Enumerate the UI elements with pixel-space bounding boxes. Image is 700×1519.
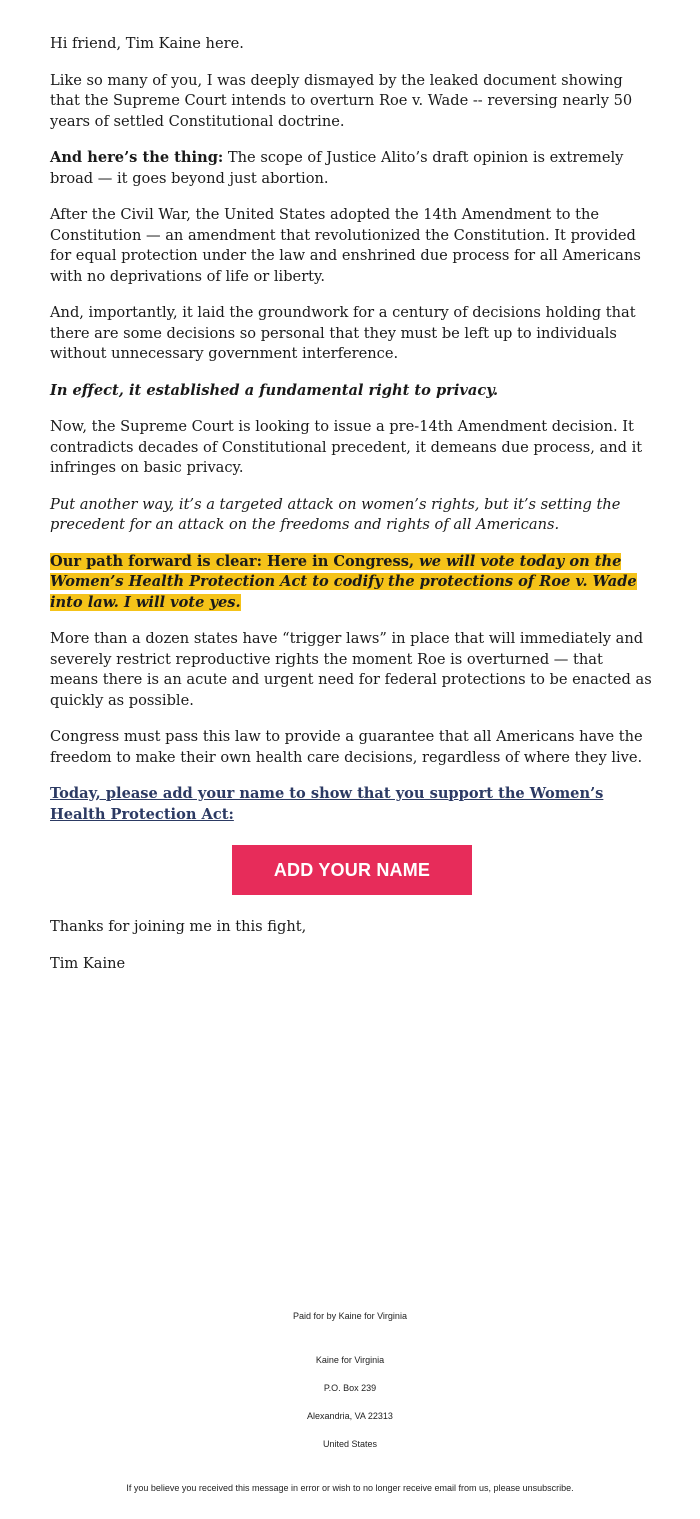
- path-forward-rest: we will vote today on the Women’s Health Protection Act to codify the protections of Roe v. Wade into law. I will vote yes.: [50, 552, 637, 611]
- add-your-name-button[interactable]: ADD YOUR NAME: [232, 845, 472, 895]
- add-name-link[interactable]: Today, please add your name to show that you support the Women’s Health Protection Act:: [50, 785, 604, 823]
- paragraph-groundwork: And, importantly, it laid the groundwork for a century of decisions holding that there are some decisions so personal that they must be left up to individuals without unnecessary government interference.: [50, 304, 636, 362]
- footer-org: Kaine for Virginia: [315, 1355, 385, 1365]
- footer-country: United States: [322, 1439, 378, 1449]
- paragraph-congress-must: Congress must pass this law to provide a guarantee that all Americans have the freedom to make their own health care decisions, regardless of where they live.: [50, 728, 643, 766]
- paragraph-targeted-attack: Put another way, it’s a targeted attack on women’s rights, but it’s setting the precedent for an attack on the freedoms and rights of all Americans.: [50, 495, 621, 533]
- email-body: [50, 34, 654, 990]
- cta-button-wrap: [50, 845, 654, 895]
- paragraph-scope-lead: And here’s the thing:: [50, 149, 224, 166]
- paragraph-civil-war: After the Civil War, the United States adopted the 14th Amendment to the Constitution — an amendment that revolutionized the Constitution. It provided for equal protection under the law and enshrined due process for all Americans with no deprivations of life or liberty.: [50, 206, 641, 285]
- paragraph-trigger-laws: More than a dozen states have “trigger laws” in place that will immediately and severely restrict reproductive rights the moment Roe is overturned — that means there is an acute and urgent need for federal protections to be enacted as quickly as possible.: [50, 630, 652, 709]
- paragraph-path-forward: [50, 552, 654, 614]
- paragraph-privacy: In effect, it established a fundamental right to privacy.: [50, 381, 499, 399]
- signoff: Thanks for joining me in this fight,: [50, 918, 307, 935]
- path-forward-lead: Our path forward is clear: Here in Congress,: [50, 552, 420, 570]
- greeting: Hi friend, Tim Kaine here.: [50, 35, 244, 52]
- paragraph-scope: [50, 148, 654, 189]
- footer-po-box: P.O. Box 239: [323, 1383, 377, 1393]
- paragraph-pre-14th: Now, the Supreme Court is looking to issue a pre-14th Amendment decision. It contradicts decades of Constitutional precedent, it demeans due process, and it infringes on basic privacy.: [50, 418, 643, 476]
- paragraph-dismayed: Like so many of you, I was deeply dismayed by the leaked document showing that the Supreme Court intends to overturn Roe v. Wade -- reversing nearly 50 years of settled Constitutional doctrine.: [50, 71, 633, 130]
- unsubscribe-notice[interactable]: If you believe you received this message in error or wish to no longer receive email from us, please unsubscribe.: [126, 1483, 574, 1493]
- paid-for-disclaimer: Paid for by Kaine for Virginia: [293, 1311, 407, 1321]
- paragraph-scope-rest: The scope of Justice Alito’s draft opinion is extremely broad — it goes beyond just abortion.: [50, 149, 624, 187]
- footer-city: Alexandria, VA 22313: [307, 1411, 393, 1421]
- signature: Tim Kaine: [50, 954, 126, 972]
